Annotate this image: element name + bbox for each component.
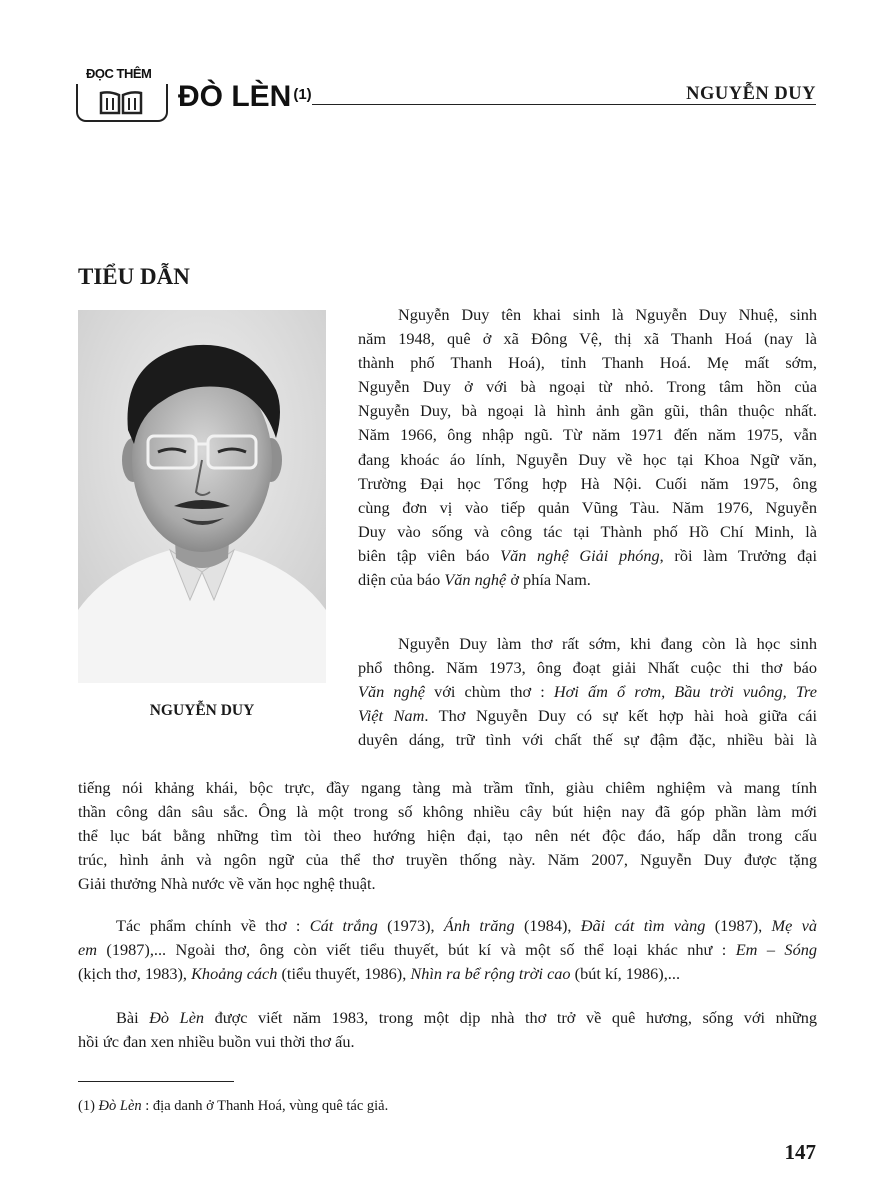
footnote: (1) Đò Lèn : địa danh ở Thanh Hoá, vùng quê tác giả.: [78, 1098, 389, 1114]
text-line: Nguyễn Duy tên khai sinh là Nguyễn Duy Nhuệ, sinh: [398, 305, 817, 324]
lesson-title: ĐÒ LÈN $^{(1)}$: [178, 80, 312, 113]
title-footnote-mark: (1): [293, 86, 312, 103]
author-name: NGUYỄN DUY: [686, 84, 816, 104]
text-line: cùng đơn vị vào tiếp quản Vũng Tàu. Năm 1976, Nguyễn: [358, 497, 817, 517]
paragraph-poem-context: [78, 1006, 817, 1054]
text-line: trúc, hình ảnh và ngôn ngữ của thể thơ truyền thống này. Năm 2007, Nguyễn Duy được tặng: [78, 850, 817, 870]
text-line: biên tập viên báo Văn nghệ Giải phóng, rồi làm Trưởng đại: [358, 545, 817, 565]
paragraph-works: [78, 914, 817, 986]
text-line: tiếng nói khảng khái, bộc trực, đầy ngang tàng mà trầm tĩnh, giàu chiêm nghiệm và mang tính: [78, 778, 817, 797]
paragraph-biography: [358, 303, 817, 592]
section-title: TIỂU DẪN: [78, 264, 190, 289]
text-line: Giải thưởng Nhà nước về văn học nghệ thuật.: [78, 874, 376, 894]
text-line: diện của báo Văn nghệ ở phía Nam.: [358, 570, 591, 590]
text-line: thần công dân sâu sắc. Ông là một trong số không nhiều cây bút hiện nay đã góp phần làm mới: [78, 802, 817, 822]
badge-label: ĐỌC THÊM: [86, 66, 152, 81]
text-line: phổ thông. Năm 1973, ông đoạt giải Nhất cuộc thi thơ báo: [358, 658, 817, 678]
text-line: Văn nghệ với chùm thơ : Hơi ấm ổ rơm, Bầu trời vuông, Tre: [358, 682, 817, 702]
text-line: thành phố Thanh Hoá), tỉnh Thanh Hoá. Mẹ mất sớm,: [358, 353, 817, 373]
text-line: đang khoác áo lính, Nguyễn Duy về học tại Khoa Ngữ văn,: [358, 449, 817, 469]
text-line: Duy vào sống và công tác tại Thành phố Hồ Chí Minh, là: [358, 521, 817, 541]
author-portrait: [78, 310, 326, 683]
text-line: thể lục bát bằng những tìm tòi theo hướng hiện đại, tạo nên nét độc đáo, hấp dẫn trong cấu: [78, 826, 817, 846]
text-line: Nguyễn Duy làm thơ rất sớm, khi đang còn là học sinh: [398, 634, 817, 653]
text-line: Năm 1966, ông nhập ngũ. Từ năm 1971 đến năm 1975, vẫn: [358, 425, 817, 445]
text-line: hồi ức đan xen nhiều buồn vui thời thơ ấu.: [78, 1032, 355, 1052]
text-line: năm 1948, quê ở xã Đông Vệ, thị xã Thanh Hoá (nay là: [358, 329, 817, 349]
page-number: 147: [784, 1140, 816, 1164]
text-line: Bài Đò Lèn được viết năm 1983, trong một dịp nhà thơ trở về quê hương, sống với những: [116, 1008, 817, 1027]
photo-caption: NGUYỄN DUY: [149, 702, 255, 719]
doc-them-badge: [76, 66, 166, 124]
text-line: Tác phẩm chính về thơ : Cát trắng (1973), Ánh trăng (1984), Đãi cát tìm vàng (1987), Mẹ và: [116, 916, 817, 935]
text-line: Nguyễn Duy ở với bà ngoại từ nhỏ. Trong tâm hồn của: [358, 377, 817, 397]
text-line: em (1987),... Ngoài thơ, ông còn viết tiểu thuyết, bút kí và một số thể loại khác như : Em – Sóng: [78, 940, 817, 960]
paragraph-career: [358, 632, 817, 752]
text-line: Nguyễn Duy, bà ngoại là hình ảnh gần gũi, thân thuộc nhất.: [358, 401, 817, 421]
text-line: Việt Nam. Thơ Nguyễn Duy có sự kết hợp hài hoà giữa cái: [358, 706, 818, 726]
book-icon: [98, 90, 144, 116]
footnote-rule: [78, 1081, 234, 1082]
text-line: Trường Đại học Tổng hợp Hà Nội. Cuối năm 1975, ông: [358, 473, 817, 493]
text-line: duyên dáng, trữ tình với chất thế sự đậm đặc, nhiều bài là: [358, 730, 817, 750]
paragraph-career-continued: [78, 776, 817, 896]
text-line: (kịch thơ, 1983), Khoảng cách (tiểu thuyết, 1986), Nhìn ra bể rộng trời cao (bút kí, 1986),...: [78, 964, 681, 984]
